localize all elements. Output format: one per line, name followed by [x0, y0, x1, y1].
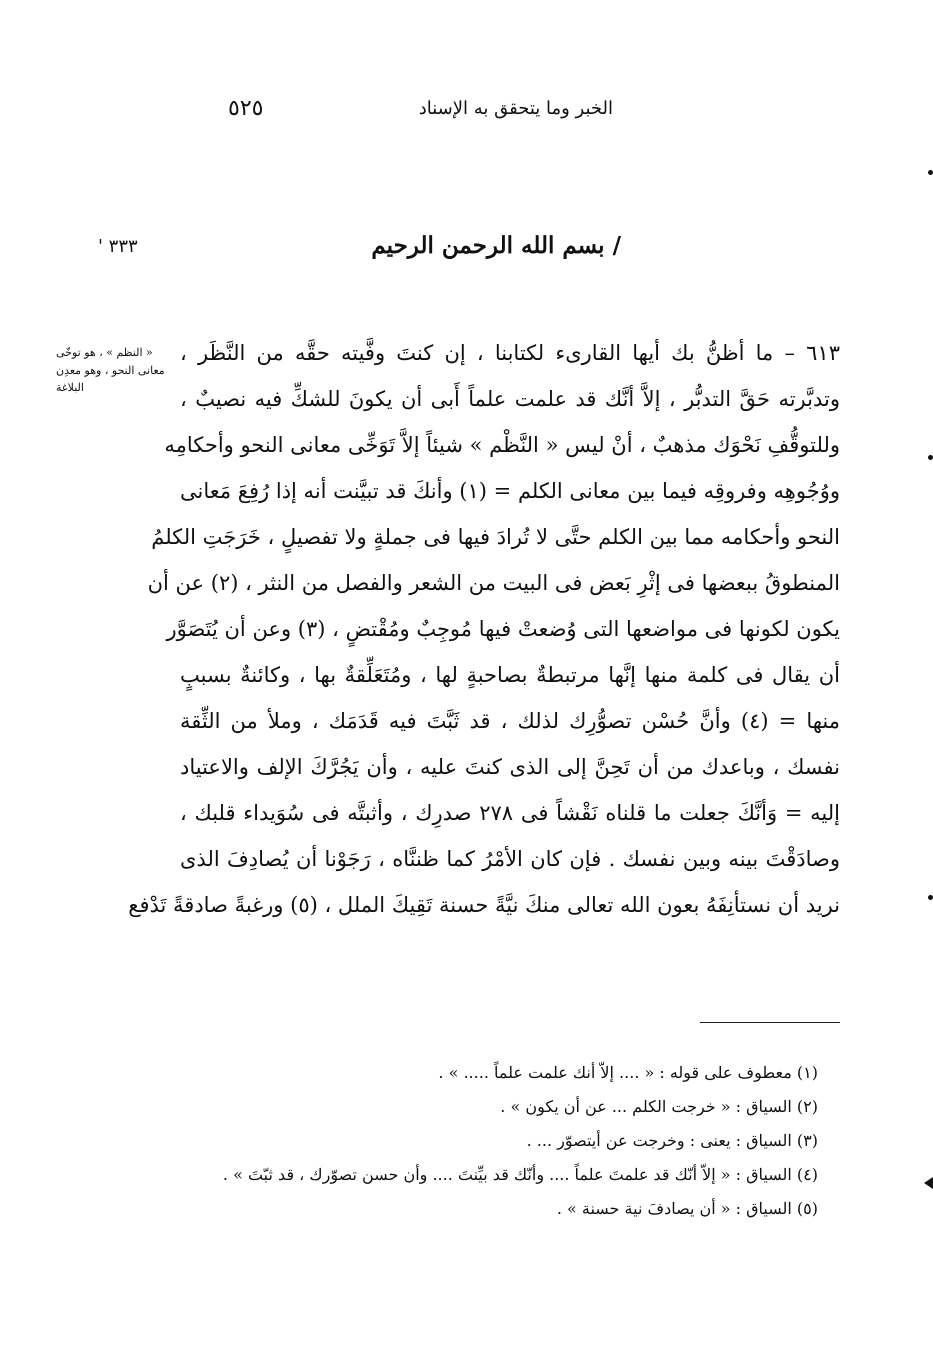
body-line: ووُجُوهِه وفروقِه فيما بين معانى الكلم = (١) وأنكَ قد تبيَّنت أنه إذا رُفِعَ مَعانى — [180, 479, 840, 503]
body-line: نفسك ، وباعدك من أن تَحِنَّ إلى الذى كنتَ عليه ، وأن يَجُرَّكَ الإلف والاعتياد — [180, 755, 840, 779]
body-line: ٦١٣ – ما أظنُّ بك أيها القارىء لكتابنا ، إن كنتَ وفَّيته حقَّه من النَّظَر ، — [180, 341, 840, 365]
footnote: (٤) السياق : « إلاّ أنّك قد علمتَ علماً .... وأنّك قد بيِّنتَ .... وأن حسن تصوّرك ، قد ثبّتَ » . — [222, 1165, 818, 1184]
body-line: وللتوقُّفِ نَحْوَك مذهبٌ ، أنْ ليس « النَّظْم » شيئاً إلاَّ تَوَخِّى معانى النحو وأحكامِه — [164, 433, 840, 457]
body-line: النحو وأحكامه مما بين الكلم حتَّى لا تُرادَ فيها فى جملةٍ ولا تفصيلٍ ، خَرَجَتِ الكلمُ — [151, 525, 840, 549]
body-text — [128, 330, 840, 928]
footnote: (٥) السياق : « أن يصادفَ نية حسنة » . — [556, 1199, 818, 1218]
footnote: (٣) السياق : يعنى : وخرجت عن أيتصوّر ... . — [526, 1131, 818, 1150]
body-line: إليه = وَأنَّكَ جعلت ما قلناه نَقْشاً فى ٢٧٨ صدرِك ، وأثبتَّه فى سُوَيداء قلبك ، — [180, 801, 840, 825]
page-number: ٥٢٥ — [228, 96, 264, 121]
scan-mark — [928, 170, 933, 175]
side-gloss: « النظم » ، هو توخّى معانى النحو ، وهو معدِن البلاغة — [56, 346, 165, 395]
footnotes — [178, 1056, 818, 1226]
scan-mark — [924, 1177, 933, 1189]
footnote: (١) معطوف على قوله : « .... إلاّ أنك علمت علماً ..... » . — [438, 1063, 818, 1082]
body-line: المنطوقُ ببعضها فى إثْرِ بَعض فى البيت من الشعر والفصل من النثر ، (٢) عن أن — [147, 571, 840, 595]
body-line: نريد أن نستأنِفَهُ بعون الله تعالى منكَ نيَّةً حسنة تَقِيكَ الملل ، (٥) ورغبةً صادقةً تَدْفع — [128, 893, 840, 917]
basmala-heading: / بسم الله الرحمن الرحيم — [371, 232, 621, 259]
body-line: يكون لكونها فى مواضعها التى وُضعتْ فيها مُوجِبٌ ومُقْتضٍ ، (٣) وعن أن يُتَصَوَّر — [166, 617, 840, 641]
body-line: وصادَقْتَ بينه وبين نفسك . فإن كان الأمْرُ كما ظننَّاه ، رَجَوْنا أن يُصادِفَ الذى — [180, 847, 840, 871]
body-line: أن يقال فى كلمة منها إنَّها مرتبطةٌ بصاحبةٍ لها ، ومُتَعَلِّقةٌ بها ، وكائنةٌ بسببٍ — [180, 663, 840, 687]
scan-mark — [928, 455, 933, 460]
scan-mark — [928, 895, 933, 900]
footnote-separator — [700, 1022, 840, 1023]
body-line: منها = (٤) وأنَّ حُسْن تصوُّرِك لذلك ، قد ثَبَّتَ فيه قَدَمَك ، وملأ من الثِّقة — [180, 709, 840, 733]
footnote: (٢) السياق : « خرجت الكلم ... عن أن يكون » . — [500, 1097, 818, 1116]
margin-reference: ٣٣٣ ' — [98, 236, 138, 257]
running-title: الخبر وما يتحقق به الإسناد — [418, 98, 613, 119]
body-line: وتدبَّرته حَقَّ التدبُّر ، إلاَّ أنَّك قد علمت علماً أَبى أن يكونَ للشكِّ فيه نصيبٌ ، — [180, 387, 840, 411]
